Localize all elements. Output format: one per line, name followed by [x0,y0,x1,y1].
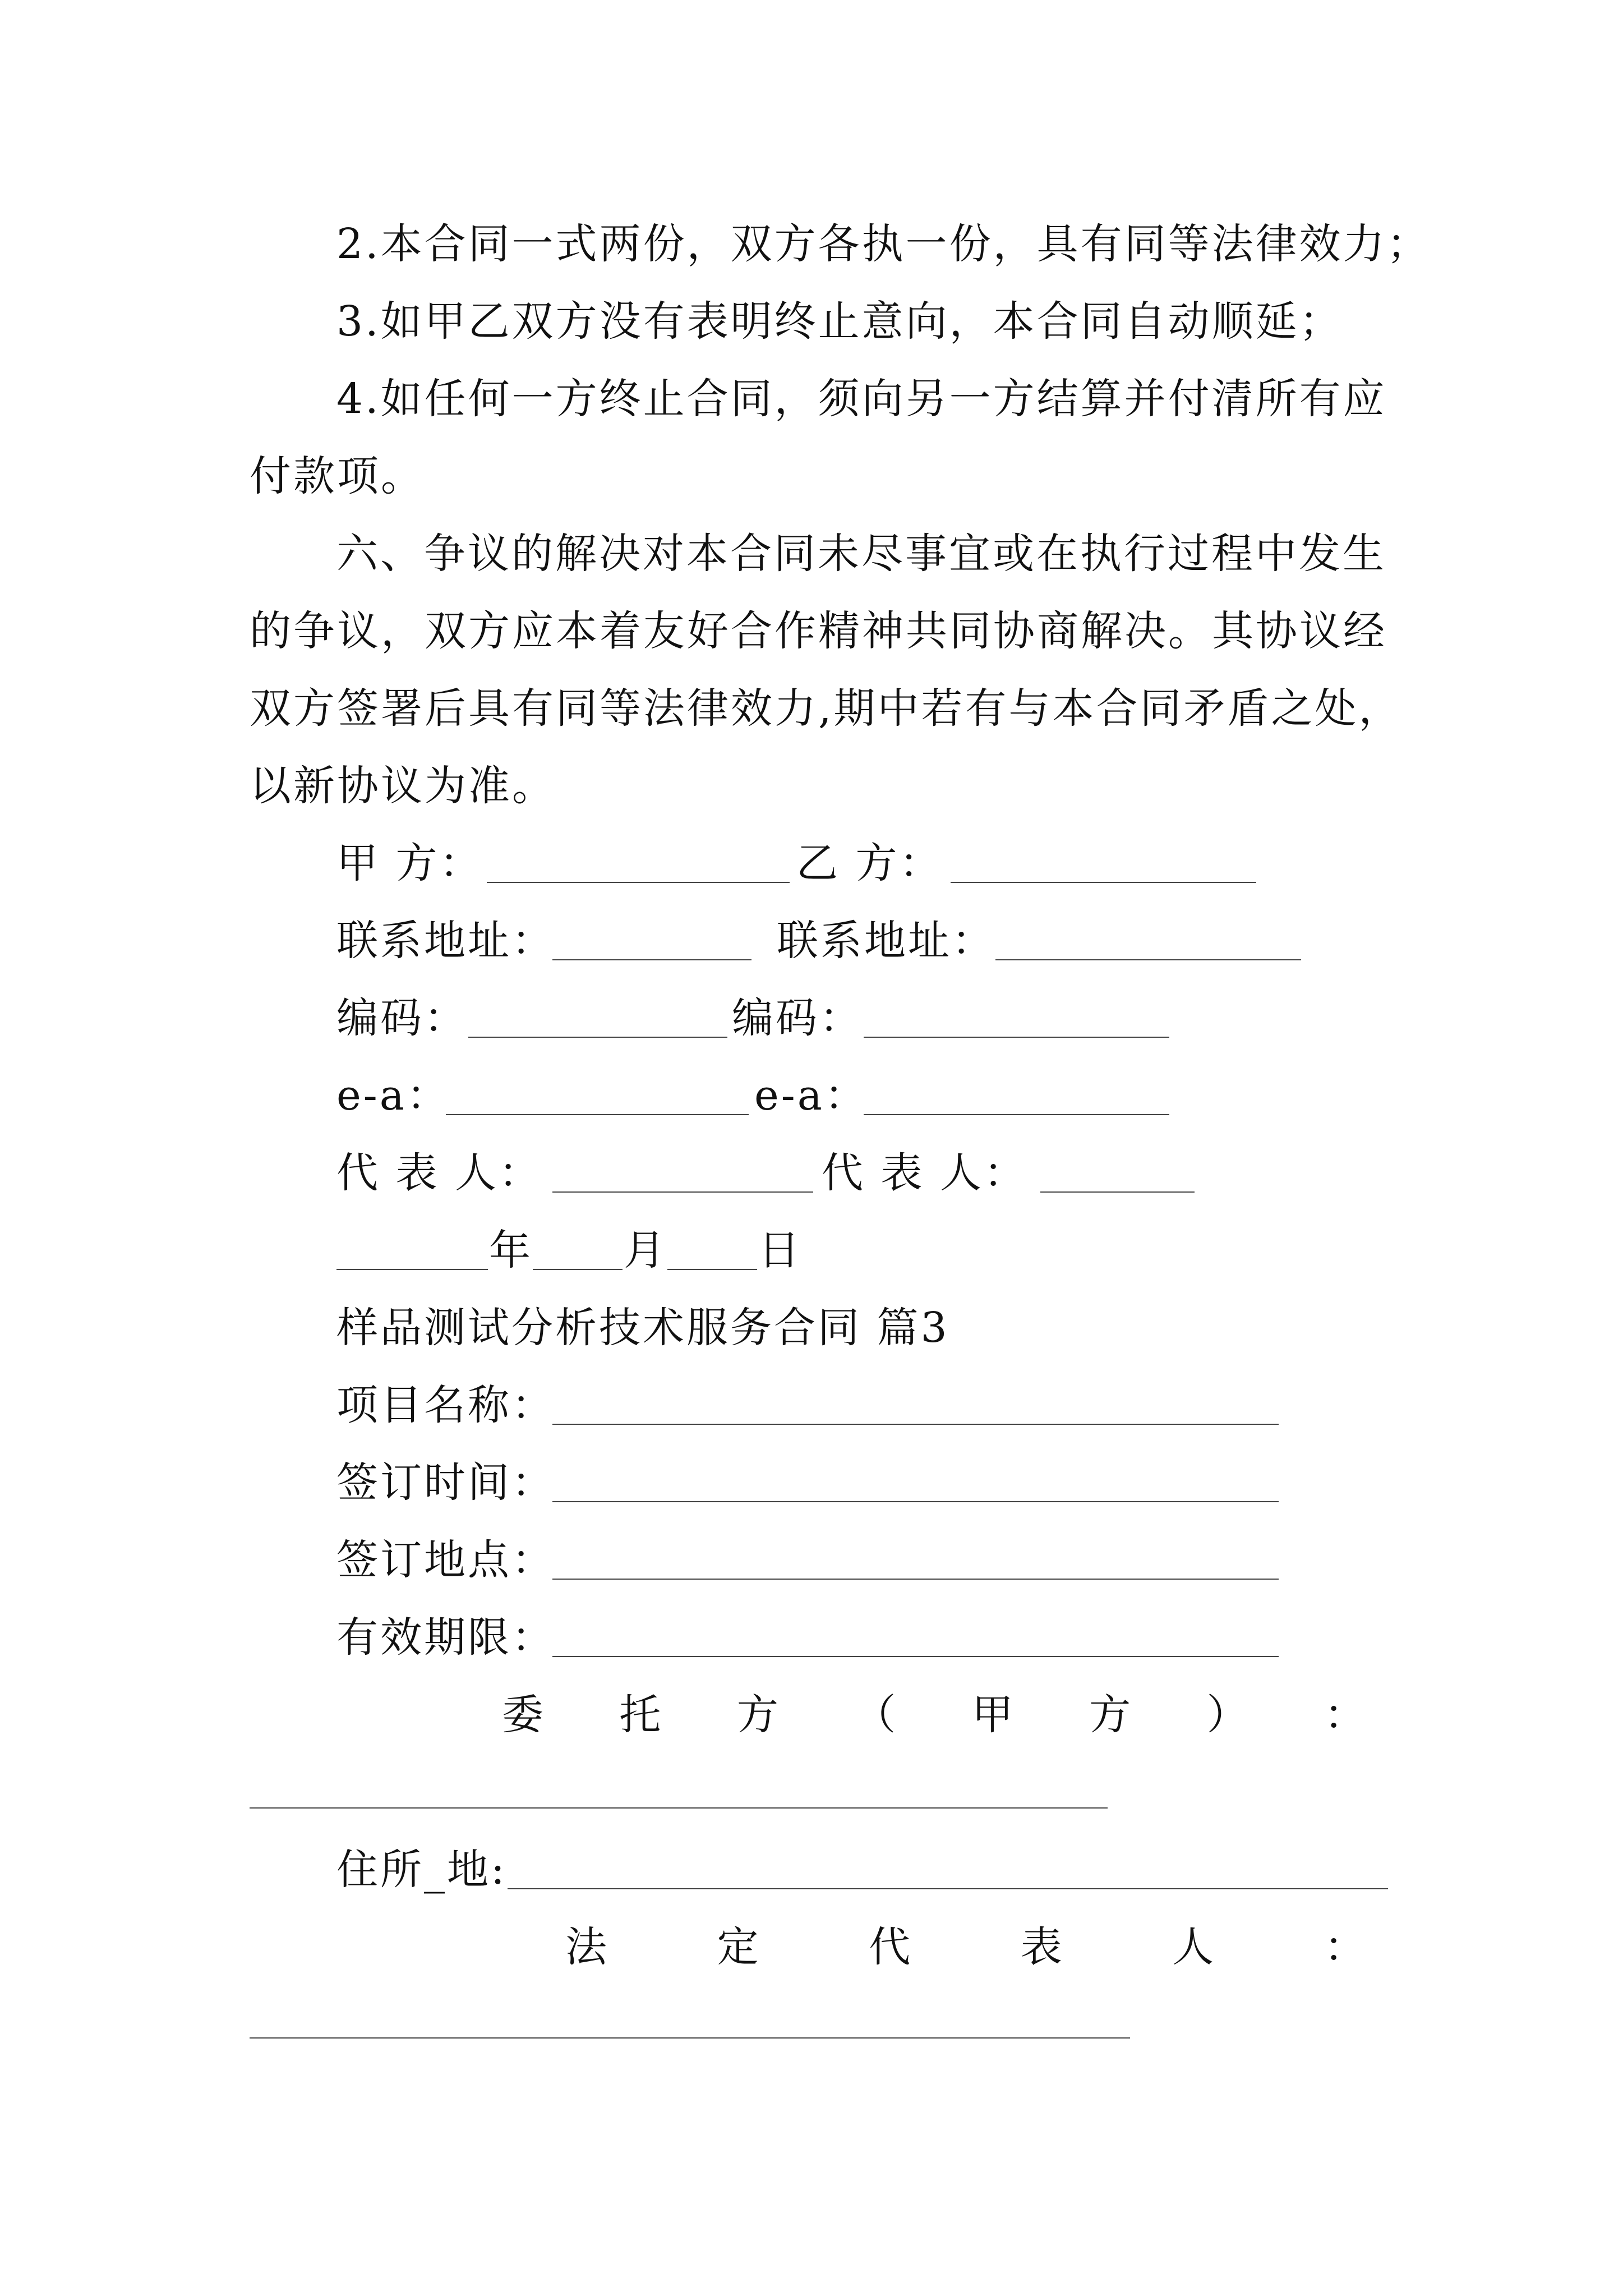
clause-3-text: 3.如甲乙双方没有表明终止意向，本合同自动顺延； [336,297,1343,346]
rep-a-blank[interactable] [552,1191,813,1193]
legal-rep-char-6: ： [1324,1923,1366,1971]
section-six-line1: 六、争议的解决对本合同未尽事宜或在执行过程中发生 [336,530,1386,578]
rep-b-blank[interactable] [1040,1191,1195,1193]
legal-rep-char-4: 表 [1020,1923,1062,1971]
section-six-line4: 以新协议为准。 [250,762,556,810]
client-char-8: ： [1324,1691,1366,1739]
client-char-2: 托 [619,1691,661,1739]
client-label [502,1691,1366,1739]
date-day-blank[interactable] [667,1269,757,1270]
code-label-b: 编码： [732,994,863,1042]
legal-rep-char-1: 法 [565,1923,607,1971]
email-a-blank[interactable] [446,1114,749,1115]
client-char-1: 委 [502,1691,543,1739]
rep-label-b: 代 表 人： [822,1149,1028,1197]
legal-rep-blank[interactable] [250,2037,1130,2039]
client-char-7: ） [1206,1691,1248,1739]
project-name-blank[interactable] [552,1424,1279,1425]
date-year-blank[interactable] [336,1269,488,1270]
clause-2-text: 2.本合同一式两份，双方各执一份，具有同等法律效力； [336,220,1431,268]
party-a-label: 甲 方： [336,839,483,887]
legal-rep-label [565,1923,1366,1971]
valid-period-label: 有效期限： [336,1613,555,1662]
legal-rep-char-2: 定 [717,1923,759,1971]
address-label-b: 联系地址： [777,917,995,965]
client-blank[interactable] [250,1807,1108,1809]
date-month-label: 月 [624,1226,667,1274]
date-month-blank[interactable] [533,1269,623,1270]
client-char-6: 方 [1089,1691,1131,1739]
clause-4-text-line2: 付款项。 [250,452,425,500]
date-day-label: 日 [758,1226,802,1274]
code-label-a: 编码： [336,994,468,1042]
client-char-4: （ [854,1691,896,1739]
legal-rep-char-3: 代 [869,1923,911,1971]
address-a-blank[interactable] [552,959,751,960]
clause-4-text-line1: 4.如任何一方终止合同，须向另一方结算并付清所有应 [336,375,1387,423]
section-six-line2: 的争议，双方应本着友好合作精神共同协商解决。其协议经 [250,607,1387,655]
code-a-blank[interactable] [468,1037,727,1038]
client-char-5: 甲 [971,1691,1013,1739]
code-b-blank[interactable] [864,1037,1169,1038]
email-label-a: e-a： [336,1071,450,1120]
client-char-3: 方 [736,1691,778,1739]
section-title: 样品测试分析技术服务合同 篇3 [336,1304,949,1352]
residence-label: 住所_地: [336,1846,507,1894]
rep-label-a: 代 表 人： [336,1149,543,1197]
sign-place-blank[interactable] [552,1579,1279,1580]
residence-blank[interactable] [508,1888,1388,1889]
legal-rep-char-5: 人 [1172,1923,1214,1971]
sign-place-label: 签订地点： [336,1536,555,1584]
sign-time-blank[interactable] [552,1501,1279,1502]
email-label-b: e-a： [754,1071,868,1120]
date-year-label: 年 [489,1226,533,1274]
project-name-label: 项目名称： [336,1381,555,1429]
sign-time-label: 签订时间： [336,1458,555,1507]
party-a-blank[interactable] [487,882,790,883]
address-label-a: 联系地址： [336,917,555,965]
party-b-label: 乙 方： [796,839,943,887]
party-b-blank[interactable] [951,882,1256,883]
valid-period-blank[interactable] [552,1656,1279,1657]
section-six-line3: 双方签署后具有同等法律效力,期中若有与本合同矛盾之处， [250,684,1403,733]
address-b-blank[interactable] [995,959,1301,960]
email-b-blank[interactable] [864,1114,1169,1115]
